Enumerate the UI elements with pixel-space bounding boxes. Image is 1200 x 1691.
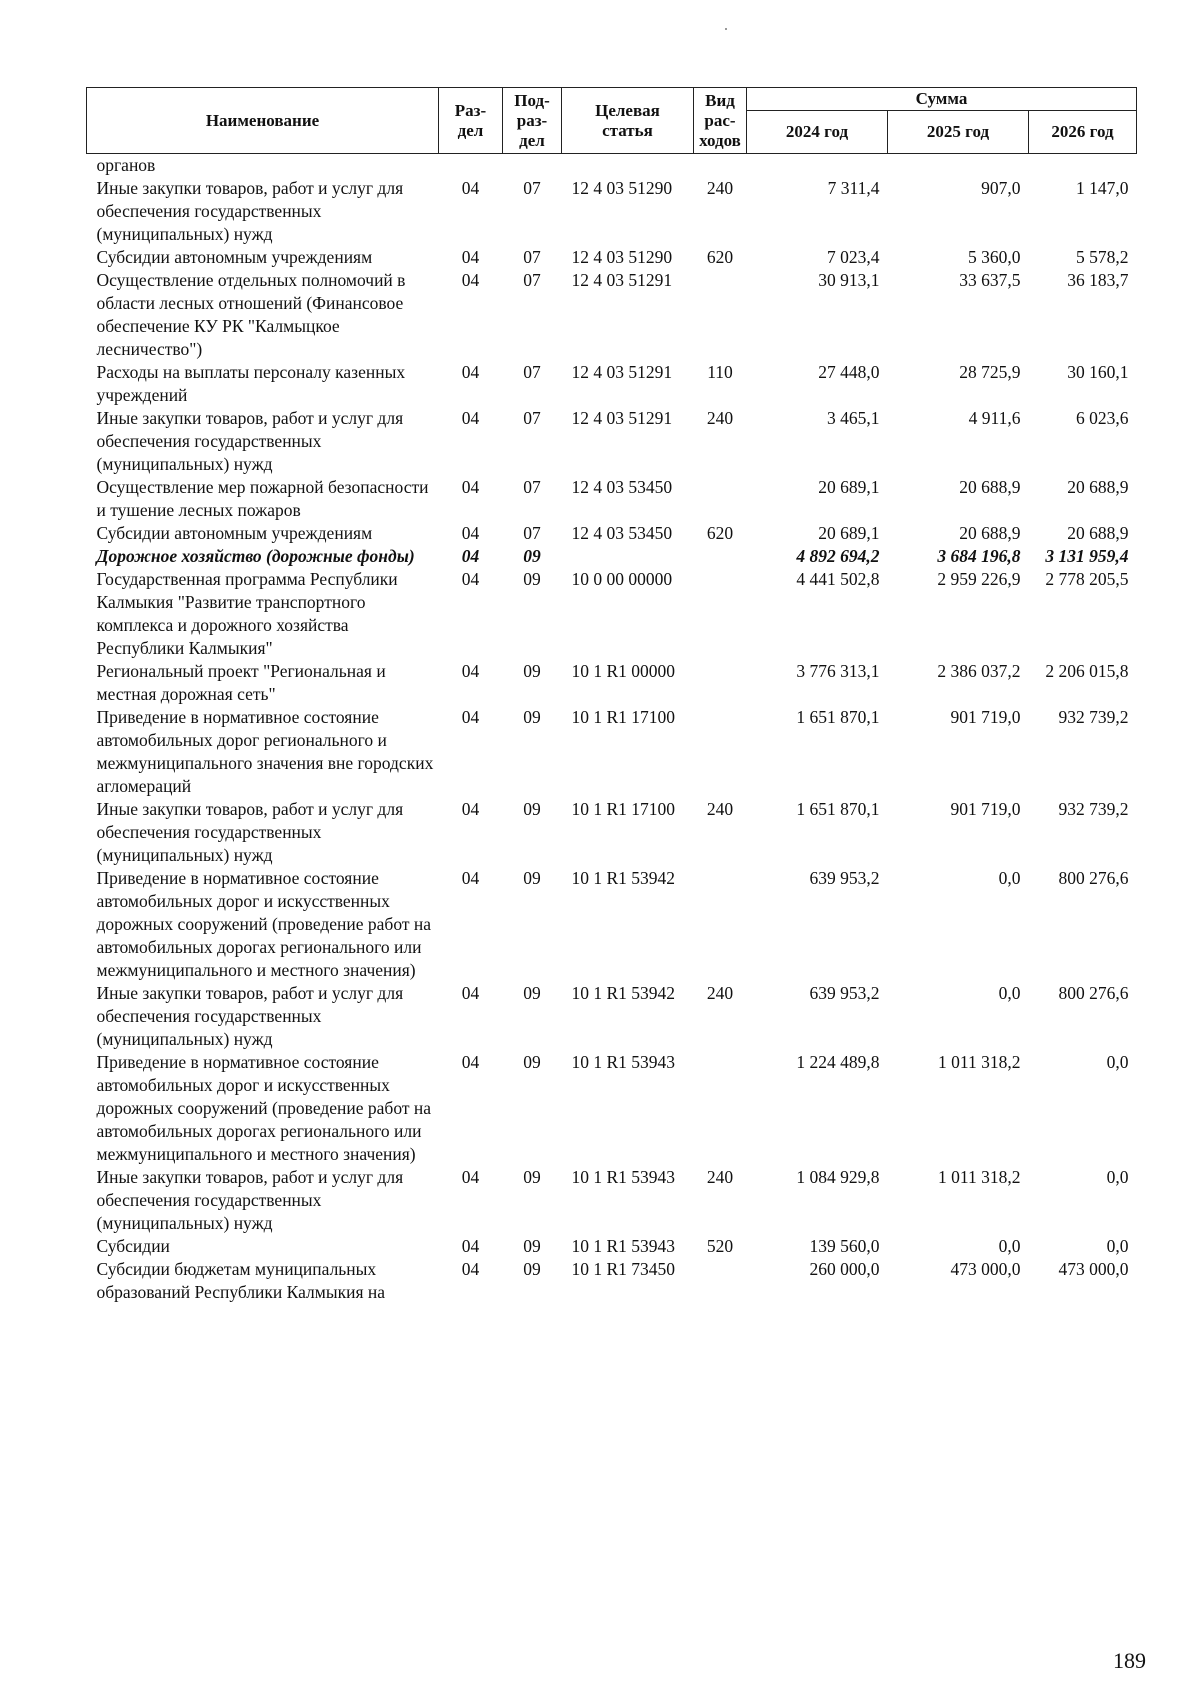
cell-statya: 10 0 00 00000 bbox=[571, 569, 673, 589]
table-row bbox=[87, 154, 1137, 178]
table-row bbox=[87, 177, 1137, 246]
cell-razdel: 04 bbox=[461, 799, 480, 819]
cell-2025: 28 725,9 bbox=[959, 362, 1021, 382]
cell-vid: 520 bbox=[706, 1236, 734, 1256]
cell-2026: 800 276,6 bbox=[1058, 868, 1129, 888]
cell-2025: 4 911,6 bbox=[968, 408, 1021, 428]
cell-2026: 36 183,7 bbox=[1067, 270, 1129, 290]
cell-razdel: 04 bbox=[461, 546, 480, 566]
cell-razdel bbox=[439, 154, 503, 178]
header-razdel: Раз- дел bbox=[439, 88, 503, 154]
cell-2026: 20 688,9 bbox=[1067, 477, 1129, 497]
cell-2024: 639 953,2 bbox=[809, 868, 880, 888]
cell-2025: 1 011 318,2 bbox=[938, 1167, 1021, 1187]
cell-vid: 110 bbox=[707, 362, 733, 382]
header-year-2024: 2024 год bbox=[747, 111, 888, 154]
cell-statya bbox=[562, 154, 694, 178]
cell-razdel: 04 bbox=[461, 569, 480, 589]
cell-name: Субсидии бюджетам муниципальных образований Республики Калмыкия на bbox=[96, 1259, 386, 1302]
header-name: Наименование bbox=[87, 88, 439, 154]
cell-razdel: 04 bbox=[461, 408, 480, 428]
cell-statya: 10 1 R1 53942 bbox=[571, 983, 676, 1003]
cell-statya: 10 1 R1 73450 bbox=[571, 1259, 676, 1279]
cell-2026: 473 000,0 bbox=[1058, 1259, 1129, 1279]
cell-2025: 1 011 318,2 bbox=[938, 1052, 1021, 1072]
cell-podrazdel: 09 bbox=[523, 868, 541, 888]
cell-podrazdel: 07 bbox=[523, 408, 541, 428]
budget-page bbox=[86, 87, 1136, 1304]
cell-2024 bbox=[747, 154, 888, 178]
cell-podrazdel: 09 bbox=[523, 707, 541, 727]
table-row bbox=[87, 361, 1137, 407]
cell-2025: 0,0 bbox=[998, 868, 1021, 888]
cell-razdel: 04 bbox=[461, 661, 480, 681]
cell-2024: 1 084 929,8 bbox=[796, 1167, 880, 1187]
cell-2026: 6 023,6 bbox=[1076, 408, 1129, 428]
cell-2025: 20 688,9 bbox=[959, 477, 1021, 497]
cell-2024: 1 224 489,8 bbox=[796, 1052, 880, 1072]
cell-2025: 0,0 bbox=[998, 983, 1021, 1003]
cell-name: Иные закупки товаров, работ и услуг для обеспечения государственных (муниципальных) нужд bbox=[96, 799, 404, 865]
cell-vid: 620 bbox=[706, 247, 734, 267]
table-row bbox=[87, 1166, 1137, 1235]
cell-podrazdel bbox=[503, 154, 562, 178]
cell-2024: 260 000,0 bbox=[809, 1259, 880, 1279]
table-row bbox=[87, 1235, 1137, 1258]
cell-statya: 12 4 03 51291 bbox=[571, 408, 673, 428]
table-row bbox=[87, 798, 1137, 867]
table-row bbox=[87, 407, 1137, 476]
cell-2026: 3 131 959,4 bbox=[1045, 546, 1129, 566]
cell-2024: 20 689,1 bbox=[818, 523, 880, 543]
cell-vid bbox=[694, 568, 747, 660]
scan-dot bbox=[725, 28, 727, 30]
cell-podrazdel: 09 bbox=[523, 799, 541, 819]
cell-vid bbox=[694, 154, 747, 178]
cell-2025: 5 360,0 bbox=[968, 247, 1021, 267]
cell-2025: 473 000,0 bbox=[950, 1259, 1021, 1279]
cell-2026: 800 276,6 bbox=[1058, 983, 1129, 1003]
table-row bbox=[87, 522, 1137, 545]
cell-razdel: 04 bbox=[461, 247, 480, 267]
cell-2026: 5 578,2 bbox=[1076, 247, 1129, 267]
cell-2026: 932 739,2 bbox=[1058, 799, 1129, 819]
cell-2026 bbox=[1029, 154, 1137, 178]
cell-vid bbox=[694, 660, 747, 706]
header-podrazdel: Под- раз- дел bbox=[503, 88, 562, 154]
cell-2024: 4 892 694,2 bbox=[796, 546, 880, 566]
cell-name: Иные закупки товаров, работ и услуг для обеспечения государственных (муниципальных) нужд bbox=[96, 408, 404, 474]
table-row bbox=[87, 476, 1137, 522]
cell-podrazdel: 09 bbox=[523, 569, 541, 589]
cell-statya: 12 4 03 51291 bbox=[571, 362, 673, 382]
cell-2025: 33 637,5 bbox=[959, 270, 1021, 290]
cell-vid: 620 bbox=[706, 523, 734, 543]
cell-2026: 0,0 bbox=[1106, 1236, 1129, 1256]
cell-2025: 0,0 bbox=[998, 1236, 1021, 1256]
cell-name: Расходы на выплаты персоналу казенных учреждений bbox=[96, 362, 406, 405]
cell-podrazdel: 07 bbox=[523, 178, 541, 198]
cell-name: Региональный проект "Региональная и местная дорожная сеть" bbox=[96, 661, 386, 704]
cell-name: Осуществление мер пожарной безопасности и тушение лесных пожаров bbox=[96, 477, 429, 520]
cell-2025: 901 719,0 bbox=[950, 799, 1021, 819]
cell-2025: 907,0 bbox=[981, 178, 1021, 198]
cell-razdel: 04 bbox=[461, 983, 480, 1003]
cell-podrazdel: 09 bbox=[523, 546, 541, 566]
cell-2024: 4 441 502,8 bbox=[796, 569, 880, 589]
cell-2025: 901 719,0 bbox=[950, 707, 1021, 727]
cell-2024: 7 311,4 bbox=[827, 178, 880, 198]
cell-2024: 20 689,1 bbox=[818, 477, 880, 497]
cell-name: Дорожное хозяйство (дорожные фонды) bbox=[96, 546, 415, 566]
cell-podrazdel: 07 bbox=[523, 362, 541, 382]
cell-2025 bbox=[888, 154, 1029, 178]
cell-2025: 2 959 226,9 bbox=[937, 569, 1021, 589]
cell-razdel: 04 bbox=[461, 362, 480, 382]
cell-statya: 12 4 03 51290 bbox=[571, 247, 673, 267]
cell-podrazdel: 09 bbox=[523, 1236, 541, 1256]
cell-vid: 240 bbox=[706, 408, 734, 428]
cell-name: Субсидии bbox=[96, 1236, 170, 1256]
table-row bbox=[87, 269, 1137, 361]
cell-podrazdel: 07 bbox=[523, 247, 541, 267]
table-header bbox=[87, 88, 1137, 154]
cell-2024: 1 651 870,1 bbox=[796, 707, 880, 727]
cell-2025: 20 688,9 bbox=[959, 523, 1021, 543]
cell-2026: 30 160,1 bbox=[1067, 362, 1129, 382]
table-body bbox=[87, 154, 1137, 1305]
page-number: 189 bbox=[1113, 1648, 1146, 1673]
cell-statya: 10 1 R1 53943 bbox=[571, 1052, 676, 1072]
cell-name: Субсидии автономным учреждениям bbox=[96, 523, 373, 543]
cell-name: Государственная программа Республики Калмыкия "Развитие транспортного комплекса и дорожного хозяйства Республики Калмыкия" bbox=[96, 569, 398, 658]
cell-vid: 240 bbox=[706, 178, 734, 198]
cell-podrazdel: 09 bbox=[523, 983, 541, 1003]
cell-razdel: 04 bbox=[461, 523, 480, 543]
header-statya: Целевая статья bbox=[562, 88, 694, 154]
cell-2025: 2 386 037,2 bbox=[937, 661, 1021, 681]
cell-podrazdel: 09 bbox=[523, 1167, 541, 1187]
cell-vid: 240 bbox=[706, 799, 734, 819]
cell-name: органов bbox=[96, 155, 156, 175]
cell-2024: 27 448,0 bbox=[818, 362, 880, 382]
table-row bbox=[87, 568, 1137, 660]
cell-2026: 0,0 bbox=[1106, 1052, 1129, 1072]
cell-vid bbox=[694, 867, 747, 982]
cell-vid bbox=[694, 1258, 747, 1304]
cell-statya: 12 4 03 51291 bbox=[571, 270, 673, 290]
cell-razdel: 04 bbox=[461, 270, 480, 290]
cell-name: Осуществление отдельных полномочий в области лесных отношений (Финансовое обеспечение КУ РК "Калмыцкое лесничество") bbox=[96, 270, 406, 359]
cell-podrazdel: 09 bbox=[523, 1052, 541, 1072]
cell-2024: 1 651 870,1 bbox=[796, 799, 880, 819]
cell-2026: 0,0 bbox=[1106, 1167, 1129, 1187]
cell-statya: 10 1 R1 17100 bbox=[571, 799, 676, 819]
table-row bbox=[87, 660, 1137, 706]
header-vid: Вид рас- ходов bbox=[694, 88, 747, 154]
table-row bbox=[87, 1258, 1137, 1304]
cell-2024: 3 776 313,1 bbox=[796, 661, 880, 681]
cell-statya: 10 1 R1 00000 bbox=[571, 661, 676, 681]
cell-2026: 2 778 205,5 bbox=[1045, 569, 1129, 589]
table-row bbox=[87, 706, 1137, 798]
cell-razdel: 04 bbox=[461, 178, 480, 198]
cell-2026: 1 147,0 bbox=[1076, 178, 1129, 198]
header-year-2026: 2026 год bbox=[1029, 111, 1137, 154]
cell-name: Иные закупки товаров, работ и услуг для обеспечения государственных (муниципальных) нужд bbox=[96, 178, 404, 244]
table-row bbox=[87, 1051, 1137, 1166]
cell-statya: 12 4 03 53450 bbox=[571, 477, 673, 497]
cell-2024: 639 953,2 bbox=[809, 983, 880, 1003]
cell-podrazdel: 07 bbox=[523, 523, 541, 543]
cell-podrazdel: 09 bbox=[523, 661, 541, 681]
cell-statya: 10 1 R1 53943 bbox=[571, 1167, 676, 1187]
cell-2024: 139 560,0 bbox=[809, 1236, 880, 1256]
cell-podrazdel: 07 bbox=[523, 477, 541, 497]
cell-razdel: 04 bbox=[461, 1167, 480, 1187]
cell-vid bbox=[694, 706, 747, 798]
cell-statya: 10 1 R1 53942 bbox=[571, 868, 676, 888]
cell-statya: 10 1 R1 17100 bbox=[571, 707, 676, 727]
header-summa: Сумма bbox=[747, 88, 1137, 111]
cell-name: Субсидии автономным учреждениям bbox=[96, 247, 373, 267]
cell-vid: 240 bbox=[706, 1167, 734, 1187]
table-row bbox=[87, 867, 1137, 982]
cell-2024: 30 913,1 bbox=[818, 270, 880, 290]
cell-razdel: 04 bbox=[461, 477, 480, 497]
cell-vid bbox=[694, 1051, 747, 1166]
cell-statya: 12 4 03 53450 bbox=[571, 523, 673, 543]
cell-statya: 12 4 03 51290 bbox=[571, 178, 673, 198]
cell-razdel: 04 bbox=[461, 868, 480, 888]
cell-statya bbox=[562, 545, 694, 568]
cell-2024: 3 465,1 bbox=[827, 408, 880, 428]
cell-2026: 20 688,9 bbox=[1067, 523, 1129, 543]
cell-razdel: 04 bbox=[461, 707, 480, 727]
cell-vid bbox=[694, 545, 747, 568]
cell-name: Приведение в нормативное состояние автомобильных дорог и искусственных дорожных сооружений (проведение работ на автомобильных дорогах регионального или межмуниципального и местного значения) bbox=[96, 1052, 431, 1164]
cell-razdel: 04 bbox=[461, 1259, 480, 1279]
cell-2025: 3 684 196,8 bbox=[937, 546, 1021, 566]
cell-vid bbox=[694, 476, 747, 522]
cell-name: Приведение в нормативное состояние автомобильных дорог и искусственных дорожных сооружений (проведение работ на автомобильных дорогах регионального или межмуниципального и местного значения) bbox=[96, 868, 431, 980]
cell-razdel: 04 bbox=[461, 1236, 480, 1256]
cell-name: Иные закупки товаров, работ и услуг для обеспечения государственных (муниципальных) нужд bbox=[96, 1167, 404, 1233]
cell-name: Иные закупки товаров, работ и услуг для обеспечения государственных (муниципальных) нужд bbox=[96, 983, 404, 1049]
cell-2026: 932 739,2 bbox=[1058, 707, 1129, 727]
table-row bbox=[87, 982, 1137, 1051]
cell-podrazdel: 09 bbox=[523, 1259, 541, 1279]
cell-statya: 10 1 R1 53943 bbox=[571, 1236, 676, 1256]
table-row bbox=[87, 246, 1137, 269]
cell-2024: 7 023,4 bbox=[827, 247, 880, 267]
budget-table bbox=[86, 87, 1137, 1304]
cell-vid: 240 bbox=[706, 983, 734, 1003]
cell-2026: 2 206 015,8 bbox=[1045, 661, 1129, 681]
cell-vid bbox=[694, 269, 747, 361]
header-year-2025: 2025 год bbox=[888, 111, 1029, 154]
section-row bbox=[87, 545, 1137, 568]
cell-razdel: 04 bbox=[461, 1052, 480, 1072]
cell-name: Приведение в нормативное состояние автомобильных дорог регионального и межмуниципального значения вне городских агломераций bbox=[96, 707, 434, 796]
cell-podrazdel: 07 bbox=[523, 270, 541, 290]
